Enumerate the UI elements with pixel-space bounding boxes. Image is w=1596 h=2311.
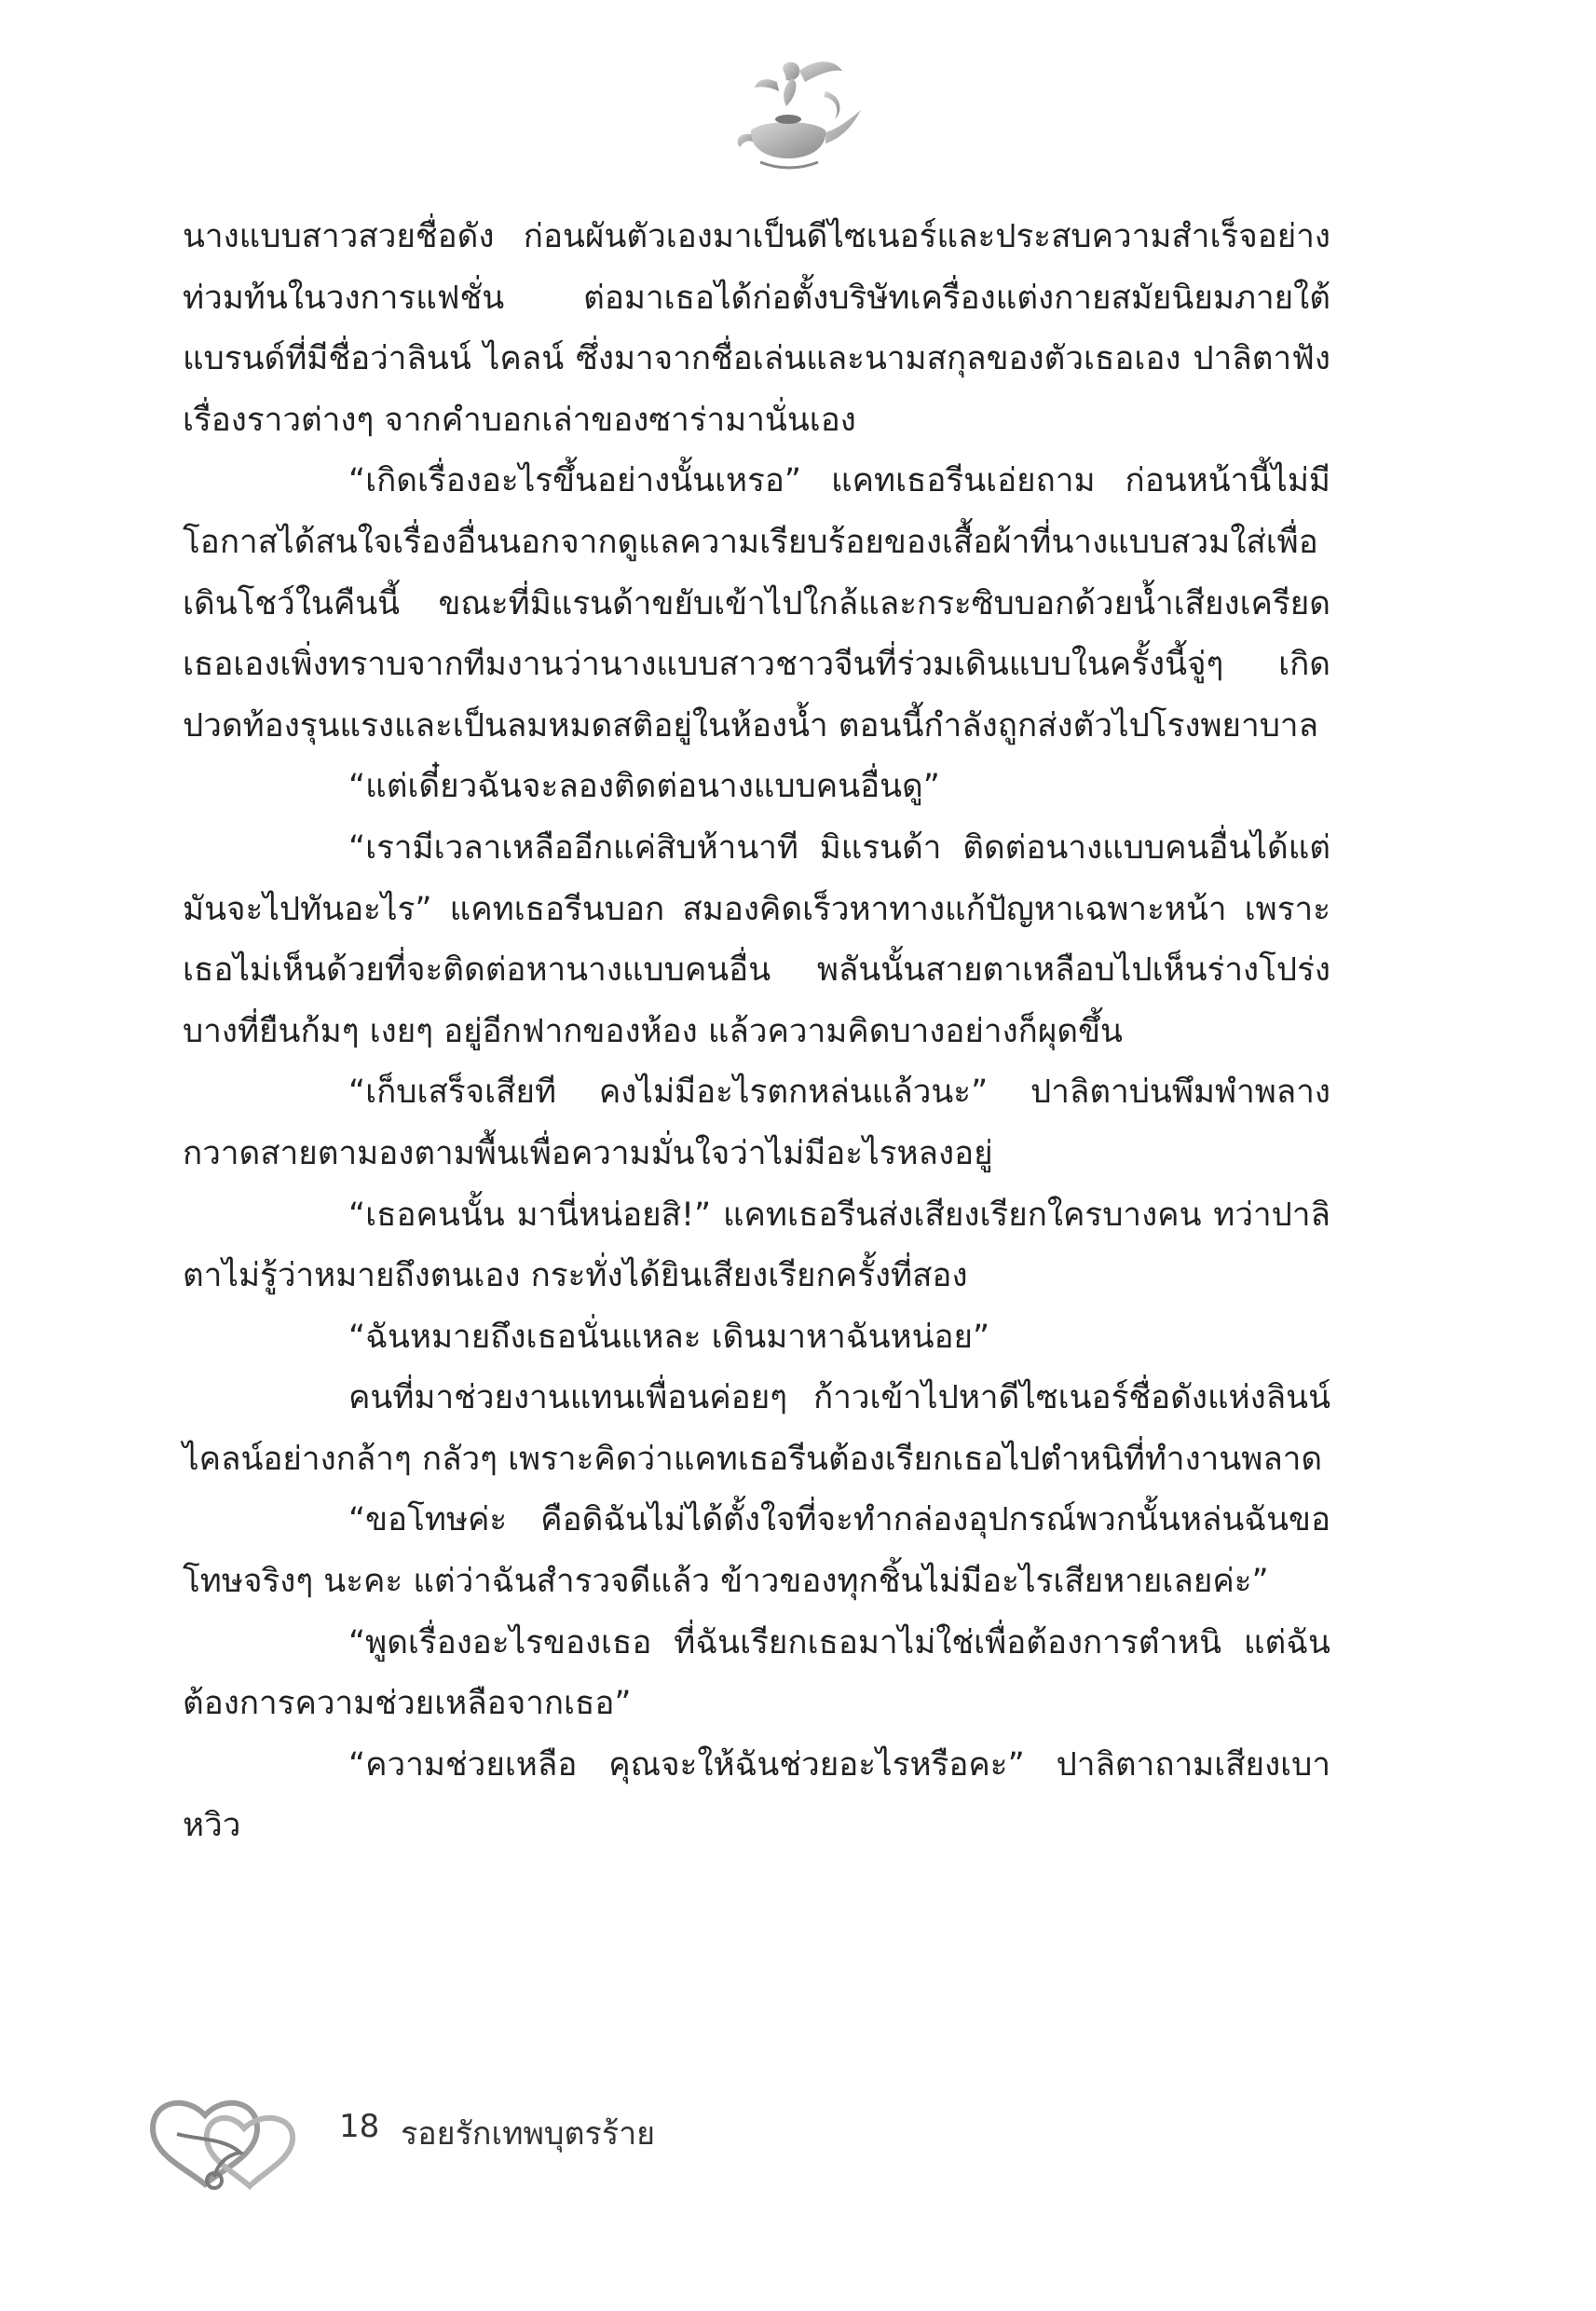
- paragraph: “พูดเรื่องอะไรของเธอ ที่ฉันเรียกเธอมาไม่ใช่เพื่อต้องการตำหนิ แต่ฉันต้องการความช่วยเหลือจากเธอ”: [183, 1623, 1330, 1723]
- paragraph: คนที่มาช่วยงานแทนเพื่อนค่อยๆ ก้าวเข้าไปหาดีไซเนอร์ชื่อดังแห่งลินน์ ไคลน์อย่างกล้าๆ กลัวๆ เพราะคิดว่าแคทเธอรีนต้องเรียกเธอไปตำหนิที่ทำงานพลาด: [183, 1379, 1330, 1478]
- paragraph: “เกิดเรื่องอะไรขึ้นอย่างนั้นเหรอ” แคทเธอรีนเอ่ยถาม ก่อนหน้านี้ไม่มีโอกาสได้สนใจเรื่องอื่นนอกจากดูแลความเรียบร้อยของเสื้อผ้าที่นางแบบสวมใส่เพื่อเดินโชว์ในคืนนี้ ขณะที่มิแรนด้าขยับเข้าไปใกล้และกระซิบบอกด้วยน้ำเสียงเครียด เธอเองเพิ่งทราบจากทีมงานว่านางแบบสาวชาวจีนที่ร่วมเดินแบบในครั้งนี้จู่ๆ เกิดปวดท้องรุนแรงและเป็นลมหมดสติอยู่ในห้องน้ำ ตอนนี้กำลังถูกส่งตัวไปโรงพยาบาล: [183, 462, 1330, 745]
- paragraph: “แต่เดี๋ยวฉันจะลองติดต่อนางแบบคนอื่นดู”: [348, 768, 940, 806]
- body-text: [183, 207, 1330, 1857]
- angel-teapot-icon: [695, 54, 881, 175]
- paragraph: “ฉันหมายถึงเธอนั่นแหละ เดินมาหาฉันหน่อย”: [348, 1318, 990, 1356]
- book-title: รอยรักเทพบุตรร้าย: [401, 2115, 656, 2153]
- paragraph: “ขอโทษค่ะ คือดิฉันไม่ได้ตั้งใจที่จะทำกล่องอุปกรณ์พวกนั้นหล่นฉันขอโทษจริงๆ นะคะ แต่ว่าฉันสำรวจดีแล้ว ข้าวของทุกชิ้นไม่มีอะไรเสียหายเลยค่ะ”: [183, 1501, 1330, 1601]
- page-number: 18: [339, 2108, 380, 2145]
- paragraph: “เรามีเวลาเหลืออีกแค่สิบห้านาที มิแรนด้า ติดต่อนางแบบคนอื่นได้แต่มันจะไปทันอะไร” แคทเธอรีนบอก สมองคิดเร็วหาทางแก้ปัญหาเฉพาะหน้า เพราะเธอไม่เห็นด้วยที่จะติดต่อหานางแบบคนอื่น พลันนั้นสายตาเหลือบไปเห็นร่างโปร่งบางที่ยืนก้มๆ เงยๆ อยู่อีกฟากของห้อง แล้วความคิดบางอย่างก็ผุดขึ้น: [183, 828, 1330, 1050]
- page-footer: [140, 2087, 792, 2199]
- hearts-ribbon-icon: [140, 2087, 317, 2199]
- paragraph: “เธอคนนั้น มานี่หน่อยสิ!” แคทเธอรีนส่งเสียงเรียกใครบางคน ทว่าปาลิตาไม่รู้ว่าหมายถึงตนเอง กระทั่งได้ยินเสียงเรียกครั้งที่สอง: [183, 1196, 1330, 1295]
- paragraph: “ความช่วยเหลือ คุณจะให้ฉันช่วยอะไรหรือคะ” ปาลิตาถามเสียงเบาหวิว: [183, 1745, 1330, 1845]
- paragraph: “เก็บเสร็จเสียที คงไม่มีอะไรตกหล่นแล้วนะ” ปาลิตาบ่นพึมพำพลางกวาดสายตามองตามพื้นเพื่อความมั่นใจว่าไม่มีอะไรหลงอยู่: [183, 1073, 1330, 1172]
- paragraph: นางแบบสาวสวยชื่อดัง ก่อนผันตัวเองมาเป็นดีไซเนอร์และประสบความสำเร็จอย่างท่วมท้นในวงการแฟชั่น ต่อมาเธอได้ก่อตั้งบริษัทเครื่องแต่งกายสมัยนิยมภายใต้แบรนด์ที่มีชื่อว่าลินน์ ไคลน์ ซึ่งมาจากชื่อเล่นและนามสกุลของตัวเธอเอง ปาลิตาฟังเรื่องราวต่างๆ จากคำบอกเล่าของซาร่ามานั่นเอง: [183, 218, 1330, 439]
